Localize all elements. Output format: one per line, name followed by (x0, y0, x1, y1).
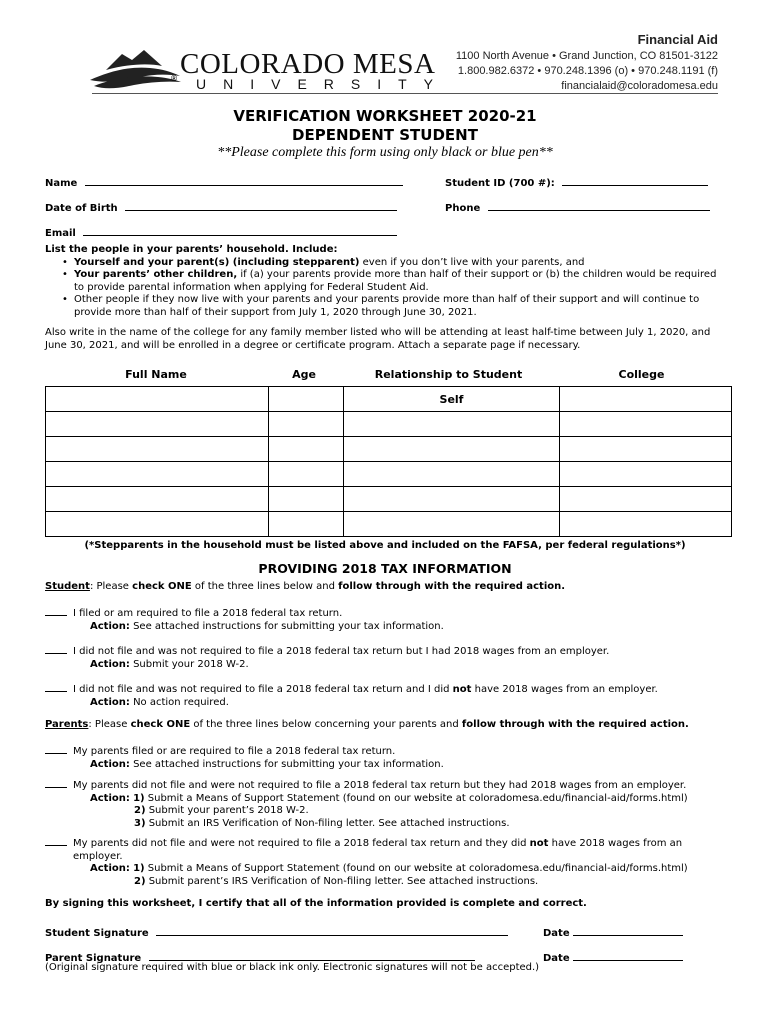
household-bullet: • Other people if they now live with your parents and your parents provide more than half of their support and will continue to provide more than half of their support from July 1, 2020 through June 30, 2021. (74, 294, 725, 319)
col-header-age: Age (292, 368, 316, 381)
parent-signature-line[interactable] (149, 949, 475, 961)
logo-subtitle: UNIVERSITY (196, 76, 451, 92)
age-cell[interactable] (269, 387, 344, 412)
checkbox-line[interactable] (45, 606, 67, 616)
office-email: financialaid@coloradomesa.edu (561, 80, 718, 92)
household-bullet: • Yourself and your parent(s) (including stepparent) even if you don’t live with your parents, and (74, 257, 725, 270)
full-name-cell[interactable] (46, 487, 269, 512)
student-option-1[interactable]: I filed or am required to file a 2018 federal tax return. Action: See attached instructions for submitting your tax information. (45, 606, 735, 633)
table-row (46, 462, 732, 487)
student-signature-field[interactable] (45, 924, 508, 939)
relationship-cell[interactable] (344, 437, 560, 462)
household-bullet: • Your parents’ other children, if (a) your parents provide more than half of their support or (b) the children would be required to provide parental information when applying for Federal Student Aid. (74, 269, 725, 294)
dob-field[interactable] (45, 199, 397, 214)
phone-field[interactable] (445, 199, 710, 214)
email-field[interactable] (45, 224, 397, 239)
registered-mark: ® (170, 74, 178, 83)
parent-date-label: Date (543, 953, 570, 964)
student-signature-line[interactable] (156, 924, 508, 936)
parent-date-line[interactable] (573, 949, 683, 961)
college-cell[interactable] (560, 462, 732, 487)
parent-option-2[interactable]: My parents did not file and were not required to file a 2018 federal tax return but they had 2018 wages from an employer. Action: 1) Submit a Means of Support Statement (found on our website at coloradomesa.edu/financial-aid/forms.html) 2) Submit your parent’s 2018 W-2. 3) Submit an IRS Verification of Non-filing letter. See attached instructions. (45, 778, 745, 830)
college-cell[interactable] (560, 437, 732, 462)
checkbox-line[interactable] (45, 778, 67, 788)
tax-section-heading: PROVIDING 2018 TAX INFORMATION (258, 561, 512, 576)
full-name-cell[interactable] (46, 437, 269, 462)
form-subtitle: DEPENDENT STUDENT (292, 126, 478, 144)
email-line[interactable] (83, 224, 397, 236)
dob-line[interactable] (125, 199, 397, 211)
full-name-cell[interactable] (46, 462, 269, 487)
age-cell[interactable] (269, 462, 344, 487)
student-date-line[interactable] (573, 924, 683, 936)
age-cell[interactable] (269, 412, 344, 437)
name-field[interactable] (45, 174, 403, 189)
parent-date-field[interactable] (543, 949, 683, 964)
household-table (45, 386, 732, 537)
parent-signature-label: Parent Signature (45, 953, 142, 964)
university-logo (88, 44, 451, 104)
table-row (46, 487, 732, 512)
office-phone: 1.800.982.6372 • 970.248.1396 (o) • 970.248.1191 (f) (457, 65, 718, 77)
college-cell[interactable] (560, 487, 732, 512)
checkbox-line[interactable] (45, 682, 67, 692)
form-title: VERIFICATION WORKSHEET 2020-21 (233, 107, 537, 125)
full-name-cell[interactable] (46, 387, 269, 412)
age-cell[interactable] (269, 487, 344, 512)
office-contact (456, 32, 718, 94)
college-note: Also write in the name of the college for any family member listed who will be attending at least half-time between July 1, 2020, and June 30, 2021, and will be enrolled in a degree or certificate program. Attach a separate page if necessary. (45, 327, 711, 351)
student-option-2[interactable]: I did not file and was not required to file a 2018 federal tax return but I had 2018 wages from an employer. Action: Submit your 2018 W-2. (45, 644, 735, 671)
checkbox-line[interactable] (45, 744, 67, 754)
name-line[interactable] (85, 174, 403, 186)
col-header-full-name: Full Name (125, 368, 187, 381)
table-row (46, 412, 732, 437)
student-id-field[interactable] (445, 174, 708, 189)
full-name-cell[interactable] (46, 412, 269, 437)
parent-option-1[interactable]: My parents filed or are required to file a 2018 federal tax return. Action: See attached instructions for submitting your tax information. (45, 744, 735, 771)
student-signature-label: Student Signature (45, 928, 149, 939)
name-label: Name (45, 178, 78, 189)
pen-instruction: **Please complete this form using only black or blue pen** (217, 145, 553, 160)
phone-line[interactable] (488, 199, 710, 211)
phone-label: Phone (445, 203, 481, 214)
signature-note: (Original signature required with blue or black ink only. Electronic signatures will not be accepted.) (45, 962, 540, 973)
household-instructions (45, 244, 725, 352)
relationship-cell[interactable] (344, 487, 560, 512)
department-name: Financial Aid (637, 32, 718, 47)
full-name-cell[interactable] (46, 512, 269, 537)
col-header-relationship: Relationship to Student (374, 368, 523, 381)
mountain-logo-icon (88, 44, 183, 92)
logo-name: COLORADO MESA (180, 48, 436, 80)
dob-label: Date of Birth (45, 203, 118, 214)
table-row (46, 387, 732, 412)
relationship-cell[interactable] (344, 512, 560, 537)
table-row (46, 437, 732, 462)
household-intro: List the people in your parents’ household. Include: (45, 244, 338, 255)
age-cell[interactable] (269, 512, 344, 537)
col-header-college: College (618, 368, 665, 381)
email-label: Email (45, 228, 76, 239)
checkbox-line[interactable] (45, 836, 67, 846)
college-cell[interactable] (560, 512, 732, 537)
student-date-field[interactable] (543, 924, 683, 939)
stepparent-footnote: (*Stepparents in the household must be listed above and included on the FAFSA, per federal regulations*) (84, 540, 686, 551)
student-id-label: Student ID (700 #): (445, 178, 555, 189)
college-cell[interactable] (560, 387, 732, 412)
student-date-label: Date (543, 928, 570, 939)
age-cell[interactable] (269, 437, 344, 462)
relationship-cell[interactable] (344, 462, 560, 487)
certification-statement: By signing this worksheet, I certify that all of the information provided is complete and correct. (45, 898, 587, 909)
college-cell[interactable] (560, 412, 732, 437)
student-id-line[interactable] (562, 174, 708, 186)
office-address: 1100 North Avenue • Grand Junction, CO 81501-3122 (455, 50, 718, 62)
header-divider (92, 93, 718, 94)
student-option-3[interactable]: I did not file and was not required to file a 2018 federal tax return and I did not have 2018 wages from an employer. Action: No action required. (45, 682, 735, 709)
parents-instructions: Parents: Please check ONE of the three lines below concerning your parents and follow through with the required action. (45, 719, 689, 730)
relationship-cell[interactable]: Self (344, 387, 560, 412)
relationship-cell[interactable] (344, 412, 560, 437)
student-instructions: Student: Please check ONE of the three lines below and follow through with the required action. (45, 581, 566, 592)
table-row (46, 512, 732, 537)
checkbox-line[interactable] (45, 644, 67, 654)
parent-option-3[interactable]: My parents did not file and were not required to file a 2018 federal tax return and they did not have 2018 wages from an employer. Action: 1) Submit a Means of Support Statement (found on our website at coloradomesa.edu/financial-aid/forms.html) 2) Submit parent’s IRS Verification of Non-filing letter. See attached instructions. (45, 836, 745, 888)
